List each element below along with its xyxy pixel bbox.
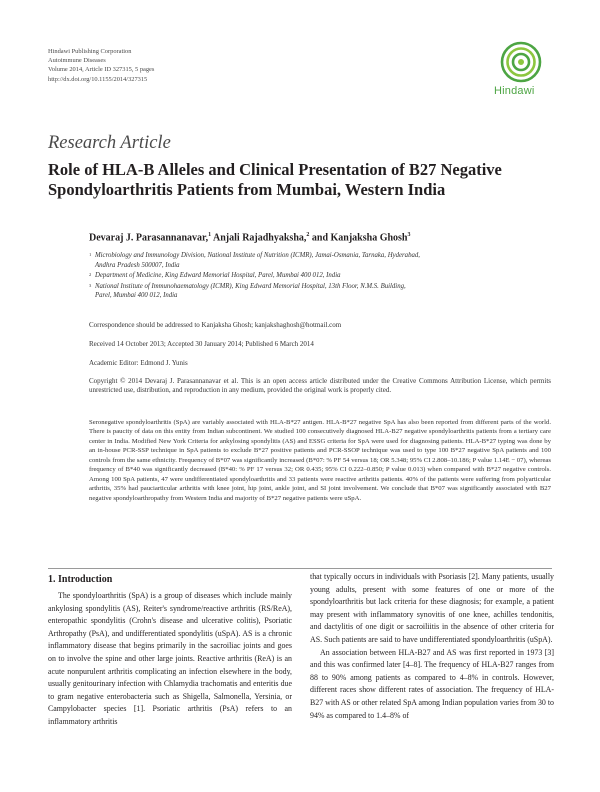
- author-list: Devaraj J. Parasannanavar,$^1$ Anjali Rajadhyaksha,$^2$ and Kanjaksha Ghosh$^3$: [89, 232, 411, 244]
- correspondence: Correspondence should be addressed to Kanjaksha Ghosh; kanjakshaghosh@hotmail.com: [89, 321, 342, 329]
- article-dates: Received 14 October 2013; Accepted 30 January 2014; Published 6 March 2014: [89, 340, 314, 348]
- section-heading-introduction: 1. Introduction: [48, 574, 113, 585]
- article-type: Research Article: [48, 133, 171, 153]
- hindawi-logo: [494, 40, 556, 97]
- doi-link[interactable]: http://dx.doi.org/10.1155/2014/327315: [48, 75, 148, 83]
- affiliation-2: 2 Department of Medicine, King Edward Memorial Hospital, Parel, Mumbai 400 012, India: [89, 272, 341, 280]
- body-column-left: [48, 590, 292, 729]
- body-column-right: [310, 571, 554, 722]
- author-3: and Kanjaksha Ghosh: [309, 232, 408, 244]
- author-2: Anjali Rajadhyaksha,: [211, 232, 307, 244]
- abstract-text: Seronegative spondyloarthritis (SpA) are variably associated with HLA-B*27 antigen. HLA-B*27 negative SpA has also been reported from different parts of the world. There is paucity of data on this entity from Indian subcontinent. We studied 100 consecutively diagnosed HLA-B27 negative spondyloarthritis patients from a tertiary care center in India. Modified New York Criteria for ankylosing spondylitis (AS) and ESSG criteria for SpA were used for diagnosing patients. HLA-B*27 typing was done by an in-house PCR-SSP technique in SpA patients to exclude B*27 positive patients and PCR-SSOP technique was used to type 100 B*27 negative SpA patients and 100 controls from the same ethnicity. Frequency of B*07 was significantly increased (B*07: % PF 54 versus 18; OR 5.348; 95% CI 2.808–10.186; P value 1.14E − 07), whereas frequency of B*40 was significantly decreased (B*40: % PF 17 versus 32; OR 0.435; 95% CI 0.222–0.850; P value 0.013) when compared with B*27 negative controls. Among 100 SpA patients, 47 were undifferentiated spondyloarthritis and 33 patients were reactive arthritis patients. 40% of the patients were suffering from polyarticular arthritis, 35% had pauciarticular arthritis with knee joint, hip joint, ankle joint, and SI joint involvement. We conclude that B*07 was significantly associated with B27 negative spondyloarthropathy from Western India and majority of B*27 negative patients were uSpA.: [89, 419, 551, 502]
- article-title: Role of HLA-B Alleles and Clinical Presentation of B27 Negative Spondyloarthritis Patients from Mumbai, Western India: [48, 160, 502, 199]
- affiliations: [89, 251, 559, 302]
- intro-paragraph-1-continued: that typically occurs in individuals with Psoriasis [2]. Many patients, usually young adults, present with some features of one or more of the spondyloarthritis but lack criteria for these diagnosis; for example, a patient may present with inflammatory synovitis of one knee, achilles tendonitis, and dactylitis of one digit or sacroiliitis in the absence of other criteria for AS. Such patients are said to have undifferentiated spondyloarthritis (uSpA).: [310, 572, 554, 644]
- publisher: Hindawi Publishing Corporation: [48, 48, 132, 55]
- volume-info: Volume 2014, Article ID 327315, 5 pages: [48, 66, 155, 74]
- journal-name: Autoimmune Diseases: [48, 57, 106, 65]
- academic-editor: Academic Editor: Edmond J. Yunis: [89, 359, 188, 367]
- journal-header: [48, 47, 154, 84]
- copyright-notice: Copyright © 2014 Devaraj J. Parasannanavar et al. This is an open access article distributed under the Creative Commons Attribution License, which permits unrestricted use, distribution, and reproduction in any medium, provided the original work is properly cited.: [89, 377, 551, 395]
- intro-paragraph-1: The spondyloarthritis (SpA) is a group of diseases which include mainly ankylosing spondylitis (AS), Reiter's syndrome/reactive arthritis (RS/ReA), enteropathic spondylitis (Crohn's disease and ulcerative colitis), Psoriatic Arthropathy (PsA), and undifferentiated spondylitis (uSpA). AS is a chronic inflammatory disease that begins primarily in the sacroiliac joints and goes on to involve the spine and other large joints. Reactive arthritis (ReA) is an acute nonpurulent arthritis complicating an infection elsewhere in the body, usually genitourinary infection with Chlamydia trachomatis and enteritis due to gram negative enterobacteria such as Shigella, Salmonella, Yersinia, or Campylobacter species [1]. Psoriatic arthritis (PsA) refers to an inflammatory arthritis: [48, 591, 292, 726]
- hindawi-logo-icon: [499, 40, 543, 84]
- intro-paragraph-2: An association between HLA-B27 and AS was first reported in 1973 [3] and this was confirmed later [4–8]. The frequency of HLA-B27 ranges from 88 to 90% among patients as compared to 4–8% in controls. However, different races show different rates of association. The frequency of HLA-B27 with AS or other related SpA among Indian population varies from 30 to 94% as compared to 1.4–8% of: [310, 647, 554, 720]
- section-divider: [48, 568, 552, 569]
- affiliation-1: 1 Microbiology and Immunology Division, National Institute of Nutrition (ICMR), Jamai-Osmania, Tarnaka, Hyderabad, Andhra Pradesh 500007, India: [89, 252, 420, 269]
- author-1: Devaraj J. Parasannanavar,: [89, 232, 209, 244]
- affiliation-3: 3 National Institute of Immunohaematology (ICMR), King Edward Memorial Hospital, 13th Floor, N.M.S. Building, Parel, Mumbai 400 012, India: [89, 282, 406, 300]
- hindawi-wordmark: Hindawi: [494, 85, 535, 97]
